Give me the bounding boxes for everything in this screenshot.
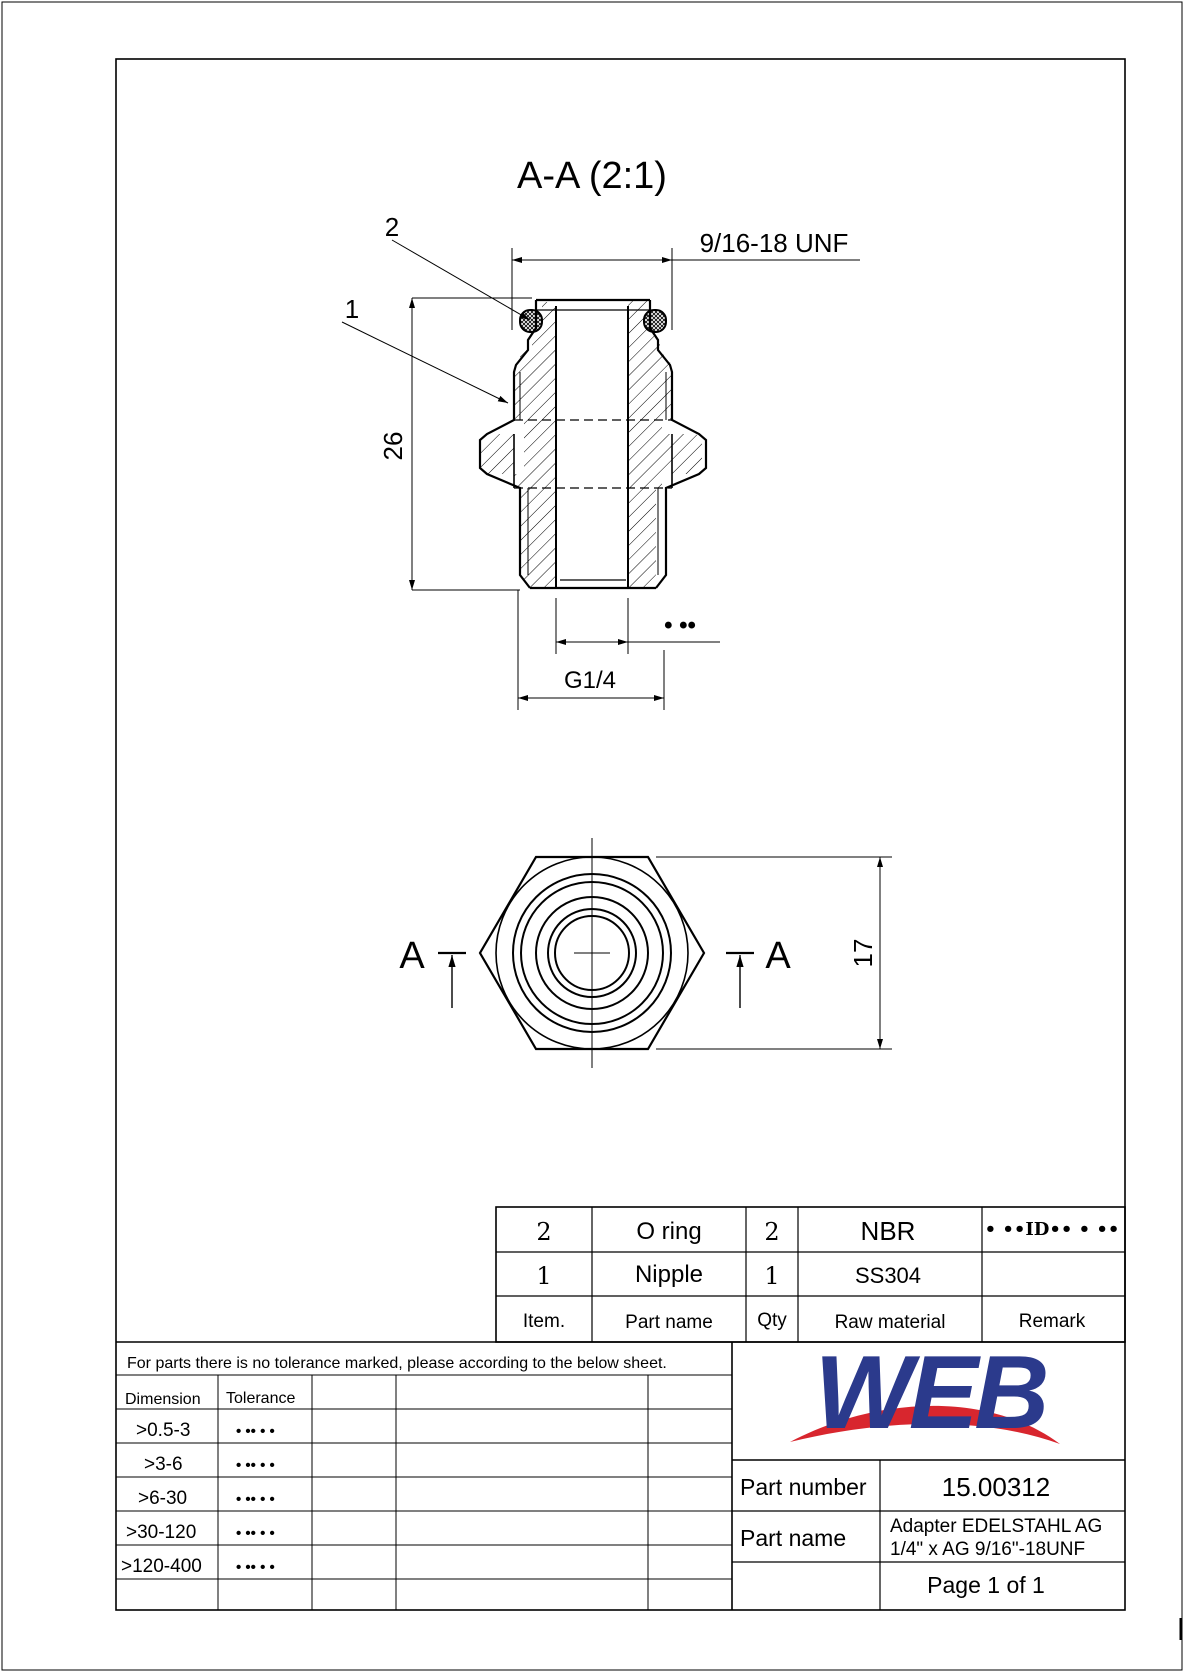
section-title: A-A (2:1): [517, 155, 667, 197]
tolerance-dim: >0.5-3: [136, 1420, 191, 1441]
tolerance-header-dimension: Dimension: [125, 1391, 201, 1408]
bottom-thread-label: G1/4: [563, 667, 617, 694]
bom-row-remark: • ••ID•• • ••: [984, 1219, 1120, 1240]
bom-header-remark: Remark: [1018, 1311, 1086, 1332]
bom-header-part-name: Part name: [625, 1312, 713, 1333]
section-left-wall: [480, 300, 556, 588]
o-ring-right: [644, 310, 666, 332]
web-logo: [790, 1335, 1060, 1451]
page-indicator: Page 1 of 1: [927, 1572, 1045, 1598]
height-dim-label: 26: [378, 431, 408, 461]
bom-row-part-name: O ring: [636, 1218, 702, 1245]
bom-header-qty: Qty: [757, 1310, 787, 1331]
logo-text: WEB: [814, 1335, 1046, 1451]
tolerance-value: • •• • •: [236, 1457, 275, 1474]
tolerance-dim: >3-6: [144, 1454, 183, 1475]
bom-row-part-name: Nipple: [634, 1261, 704, 1288]
part-name-line2: 1/4" x AG 9/16"-18UNF: [890, 1539, 1086, 1560]
balloon-1: 1: [344, 294, 360, 324]
thread-dim-label: 9/16-18 UNF: [699, 228, 849, 258]
bom-row-qty: 1: [764, 1262, 780, 1290]
bom-row-item: 2: [536, 1218, 552, 1246]
width-dim-label: 17: [848, 938, 878, 968]
bom-row-qty: 2: [764, 1218, 780, 1246]
bom-header-item: Item.: [522, 1311, 566, 1332]
part-name-line1: Adapter EDELSTAHL AG: [890, 1516, 1103, 1537]
part-number-value: 15.00312: [941, 1472, 1051, 1502]
tolerance-header-tolerance: Tolerance: [226, 1390, 296, 1407]
tolerance-value: • •• • •: [236, 1525, 275, 1542]
tolerance-dim: >6-30: [138, 1488, 188, 1509]
section-mark-right: A: [765, 935, 791, 977]
balloon-2: 2: [384, 212, 400, 242]
part-number-label: Part number: [740, 1474, 867, 1500]
bom-row-material: SS304: [854, 1263, 922, 1288]
o-ring-left: [520, 310, 542, 332]
section-mark-left: A: [399, 935, 425, 977]
bom-row-material: NBR: [860, 1216, 916, 1246]
tolerance-dim: >120-400: [121, 1556, 202, 1577]
tolerance-value: • •• • •: [236, 1559, 275, 1576]
tolerance-value: • •• • •: [236, 1491, 275, 1508]
tolerance-dim: >30-120: [126, 1522, 197, 1543]
bom-header-material: Raw material: [834, 1312, 946, 1333]
part-name-label: Part name: [740, 1525, 847, 1551]
tolerance-value: • •• • •: [236, 1423, 275, 1440]
section-view: [342, 155, 860, 710]
inner-dim-label: • ••: [664, 612, 696, 639]
bom-row-item: 1: [536, 1262, 552, 1290]
top-view: [399, 838, 892, 1068]
tolerance-note: For parts there is no tolerance marked, please according to the below sheet.: [127, 1355, 667, 1372]
